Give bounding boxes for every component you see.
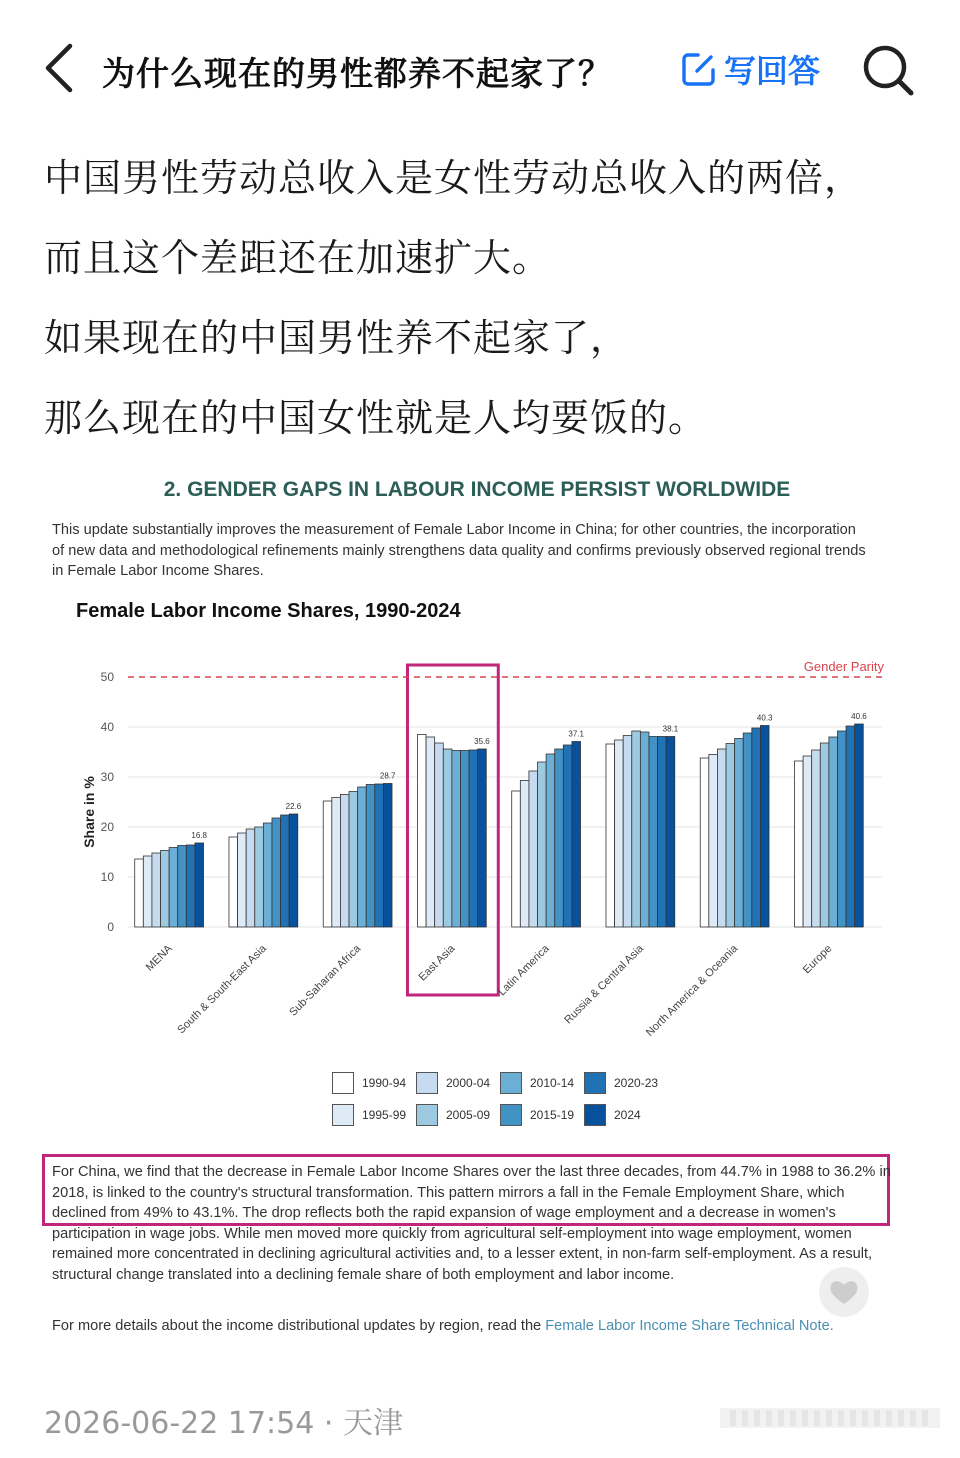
bar bbox=[366, 785, 375, 928]
bar bbox=[152, 853, 161, 927]
bar bbox=[460, 751, 469, 928]
bar bbox=[658, 737, 667, 928]
bar bbox=[529, 771, 538, 927]
bar bbox=[229, 837, 238, 927]
bar bbox=[478, 749, 487, 927]
answer-line: 那么现在的中国女性就是人均要饭的。 bbox=[44, 396, 708, 440]
x-tick-label: East Asia bbox=[416, 942, 458, 984]
bar bbox=[606, 744, 615, 927]
legend-label: 2005-09 bbox=[446, 1108, 491, 1122]
answer-line: 而且这个差距还在加速扩大。 bbox=[44, 236, 552, 280]
bar bbox=[263, 823, 272, 927]
back-arrow-icon[interactable] bbox=[38, 40, 82, 96]
bar bbox=[538, 762, 547, 927]
bar bbox=[426, 737, 435, 927]
bar bbox=[195, 843, 204, 927]
legend-item bbox=[332, 1104, 406, 1126]
bar bbox=[520, 781, 529, 928]
legend-label: 2000-04 bbox=[446, 1076, 491, 1090]
china-paragraph: For China, we find that the decrease in Female Labor Income Shares over the last three decades, from 44.7% in 1988 to 36.2% in 2018, is linked to the country's structural transformation. This pattern mirrors a fall in the Female Employment Share, which declined from 49% to 43.1%. The drop reflects both the rapid expansion of wage employment and a decrease in women's participation in wage jobs. While men moved more quickly from agricultural self-employment into wage employment, women remained more concentrated in declining agricultural activities and, to a lesser extent, in non-farm self-employment. As a result, structural change translated into a declining female share of both employment and labor income. bbox=[52, 1164, 891, 1283]
legend-label: 2024 bbox=[614, 1108, 641, 1122]
gesture-bar bbox=[720, 1406, 940, 1430]
bar bbox=[178, 846, 187, 928]
technical-note-link[interactable]: Female Labor Income Share Technical Note. bbox=[545, 1318, 834, 1334]
bar bbox=[717, 749, 726, 927]
legend-swatch bbox=[416, 1072, 438, 1094]
write-answer-button[interactable] bbox=[680, 46, 820, 92]
answer-body bbox=[44, 138, 934, 458]
bar bbox=[289, 814, 298, 927]
report-image[interactable] bbox=[32, 462, 922, 1362]
y-axis-label: Share in % bbox=[81, 776, 97, 848]
chart-title: Female Labor Income Shares, 1990-2024 bbox=[76, 600, 461, 622]
legend-swatch bbox=[332, 1072, 354, 1094]
y-tick-label: 0 bbox=[107, 920, 114, 934]
bar bbox=[555, 749, 564, 927]
legend-label: 1990-94 bbox=[362, 1076, 407, 1090]
chart-legend bbox=[332, 1072, 672, 1142]
x-tick-label: Sub-Saharan Africa bbox=[287, 942, 364, 1019]
legend-item bbox=[584, 1104, 641, 1126]
bar bbox=[829, 737, 838, 927]
heart-icon[interactable] bbox=[818, 1266, 870, 1318]
bar bbox=[812, 750, 821, 927]
x-tick-label: South & South-East Asia bbox=[175, 942, 269, 1037]
bar bbox=[452, 751, 461, 928]
bar bbox=[794, 761, 803, 927]
bar bbox=[546, 754, 555, 927]
bar bbox=[469, 750, 478, 927]
bar bbox=[435, 743, 444, 927]
y-tick-label: 30 bbox=[100, 770, 114, 784]
bar bbox=[640, 732, 649, 927]
bar bbox=[246, 829, 255, 927]
data-label: 40.3 bbox=[756, 713, 773, 723]
bar bbox=[143, 856, 152, 927]
edit-icon bbox=[680, 50, 718, 88]
y-tick-label: 20 bbox=[100, 820, 114, 834]
top-bar bbox=[0, 0, 960, 140]
legend-label: 1995-99 bbox=[362, 1108, 407, 1122]
x-tick-label: North America & Oceania bbox=[643, 942, 741, 1039]
legend-item bbox=[416, 1104, 490, 1126]
bar bbox=[632, 731, 641, 927]
legend-item bbox=[584, 1072, 658, 1094]
bar bbox=[709, 755, 718, 928]
data-label: 35.6 bbox=[474, 737, 490, 746]
legend-item bbox=[332, 1072, 406, 1094]
post-meta: 2026-06-22 17:54 · 天津 bbox=[44, 1406, 403, 1441]
bar bbox=[743, 733, 752, 927]
bar bbox=[349, 792, 358, 928]
bar bbox=[417, 735, 426, 928]
bar bbox=[803, 756, 812, 927]
y-tick-label: 50 bbox=[100, 670, 114, 684]
legend-swatch bbox=[332, 1104, 354, 1126]
y-tick-label: 10 bbox=[100, 870, 114, 884]
y-tick-label: 40 bbox=[100, 720, 114, 734]
bar bbox=[726, 744, 735, 928]
bar bbox=[846, 726, 855, 927]
bar bbox=[700, 758, 709, 927]
bar bbox=[615, 740, 624, 927]
data-label: 28.7 bbox=[379, 771, 396, 781]
question-title[interactable]: 为什么现在的男性都养不起家了？ bbox=[102, 54, 612, 93]
bar bbox=[186, 845, 195, 927]
legend-swatch bbox=[584, 1104, 606, 1126]
data-label: 40.6 bbox=[851, 712, 867, 721]
bar bbox=[623, 736, 632, 928]
data-label: 16.8 bbox=[191, 831, 208, 840]
bar bbox=[281, 815, 290, 927]
more-details bbox=[52, 1318, 912, 1334]
write-answer-label: 写回答 bbox=[724, 52, 821, 90]
bar bbox=[255, 827, 264, 927]
bar bbox=[340, 795, 349, 928]
legend-swatch bbox=[584, 1072, 606, 1094]
bar bbox=[760, 726, 769, 928]
bar bbox=[332, 798, 341, 928]
x-tick-label: Europe bbox=[800, 942, 835, 977]
parity-label: Gender Parity bbox=[803, 659, 884, 674]
answer-line: 如果现在的中国男性养不起家了， bbox=[44, 316, 630, 360]
more-details-text: For more details about the income distributional updates by region, read the bbox=[52, 1318, 546, 1334]
bar bbox=[161, 851, 170, 928]
bar bbox=[563, 745, 572, 927]
bar bbox=[855, 724, 864, 927]
bar bbox=[135, 859, 144, 927]
legend-label: 2020-23 bbox=[614, 1076, 659, 1090]
x-tick-label: MENA bbox=[143, 942, 175, 974]
legend-item bbox=[500, 1104, 574, 1126]
legend-swatch bbox=[500, 1072, 522, 1094]
legend-swatch bbox=[416, 1104, 438, 1126]
bar bbox=[572, 742, 581, 928]
bar bbox=[443, 749, 452, 927]
search-icon[interactable] bbox=[860, 42, 916, 98]
bar bbox=[837, 731, 846, 927]
x-tick-label: Russia & Central Asia bbox=[562, 942, 646, 1027]
bar bbox=[375, 784, 384, 927]
legend-swatch bbox=[500, 1104, 522, 1126]
bar bbox=[323, 801, 332, 927]
bar bbox=[666, 737, 675, 928]
bar bbox=[512, 791, 521, 927]
legend-item bbox=[416, 1072, 490, 1094]
x-tick-label: Latin America bbox=[496, 942, 552, 999]
data-label: 22.6 bbox=[285, 802, 302, 811]
legend-label: 2010-14 bbox=[530, 1076, 575, 1090]
legend-item bbox=[500, 1072, 574, 1094]
report-heading: 2. GENDER GAPS IN LABOUR INCOME PERSIST WORLDWIDE bbox=[163, 478, 791, 501]
bar bbox=[169, 848, 178, 928]
bar bbox=[383, 784, 392, 928]
bar bbox=[272, 818, 281, 927]
data-label: 37.1 bbox=[568, 729, 585, 739]
bar bbox=[649, 737, 658, 928]
bar bbox=[752, 728, 761, 927]
report-intro: This update substantially improves the measurement of Female Labor Income in China; for other countries, the incorporation of new data and methodological refinements mainly strengthens data quality and confirms previously observed regional trends in Female Labor Income Shares. bbox=[52, 522, 866, 579]
bar bbox=[820, 743, 829, 927]
data-label: 38.1 bbox=[662, 724, 679, 734]
answer-line: 中国男性劳动总收入是女性劳动总收入的两倍， bbox=[44, 156, 864, 200]
bar bbox=[238, 833, 247, 927]
legend-label: 2015-19 bbox=[530, 1108, 575, 1122]
bar bbox=[735, 739, 744, 928]
bar bbox=[358, 787, 367, 927]
